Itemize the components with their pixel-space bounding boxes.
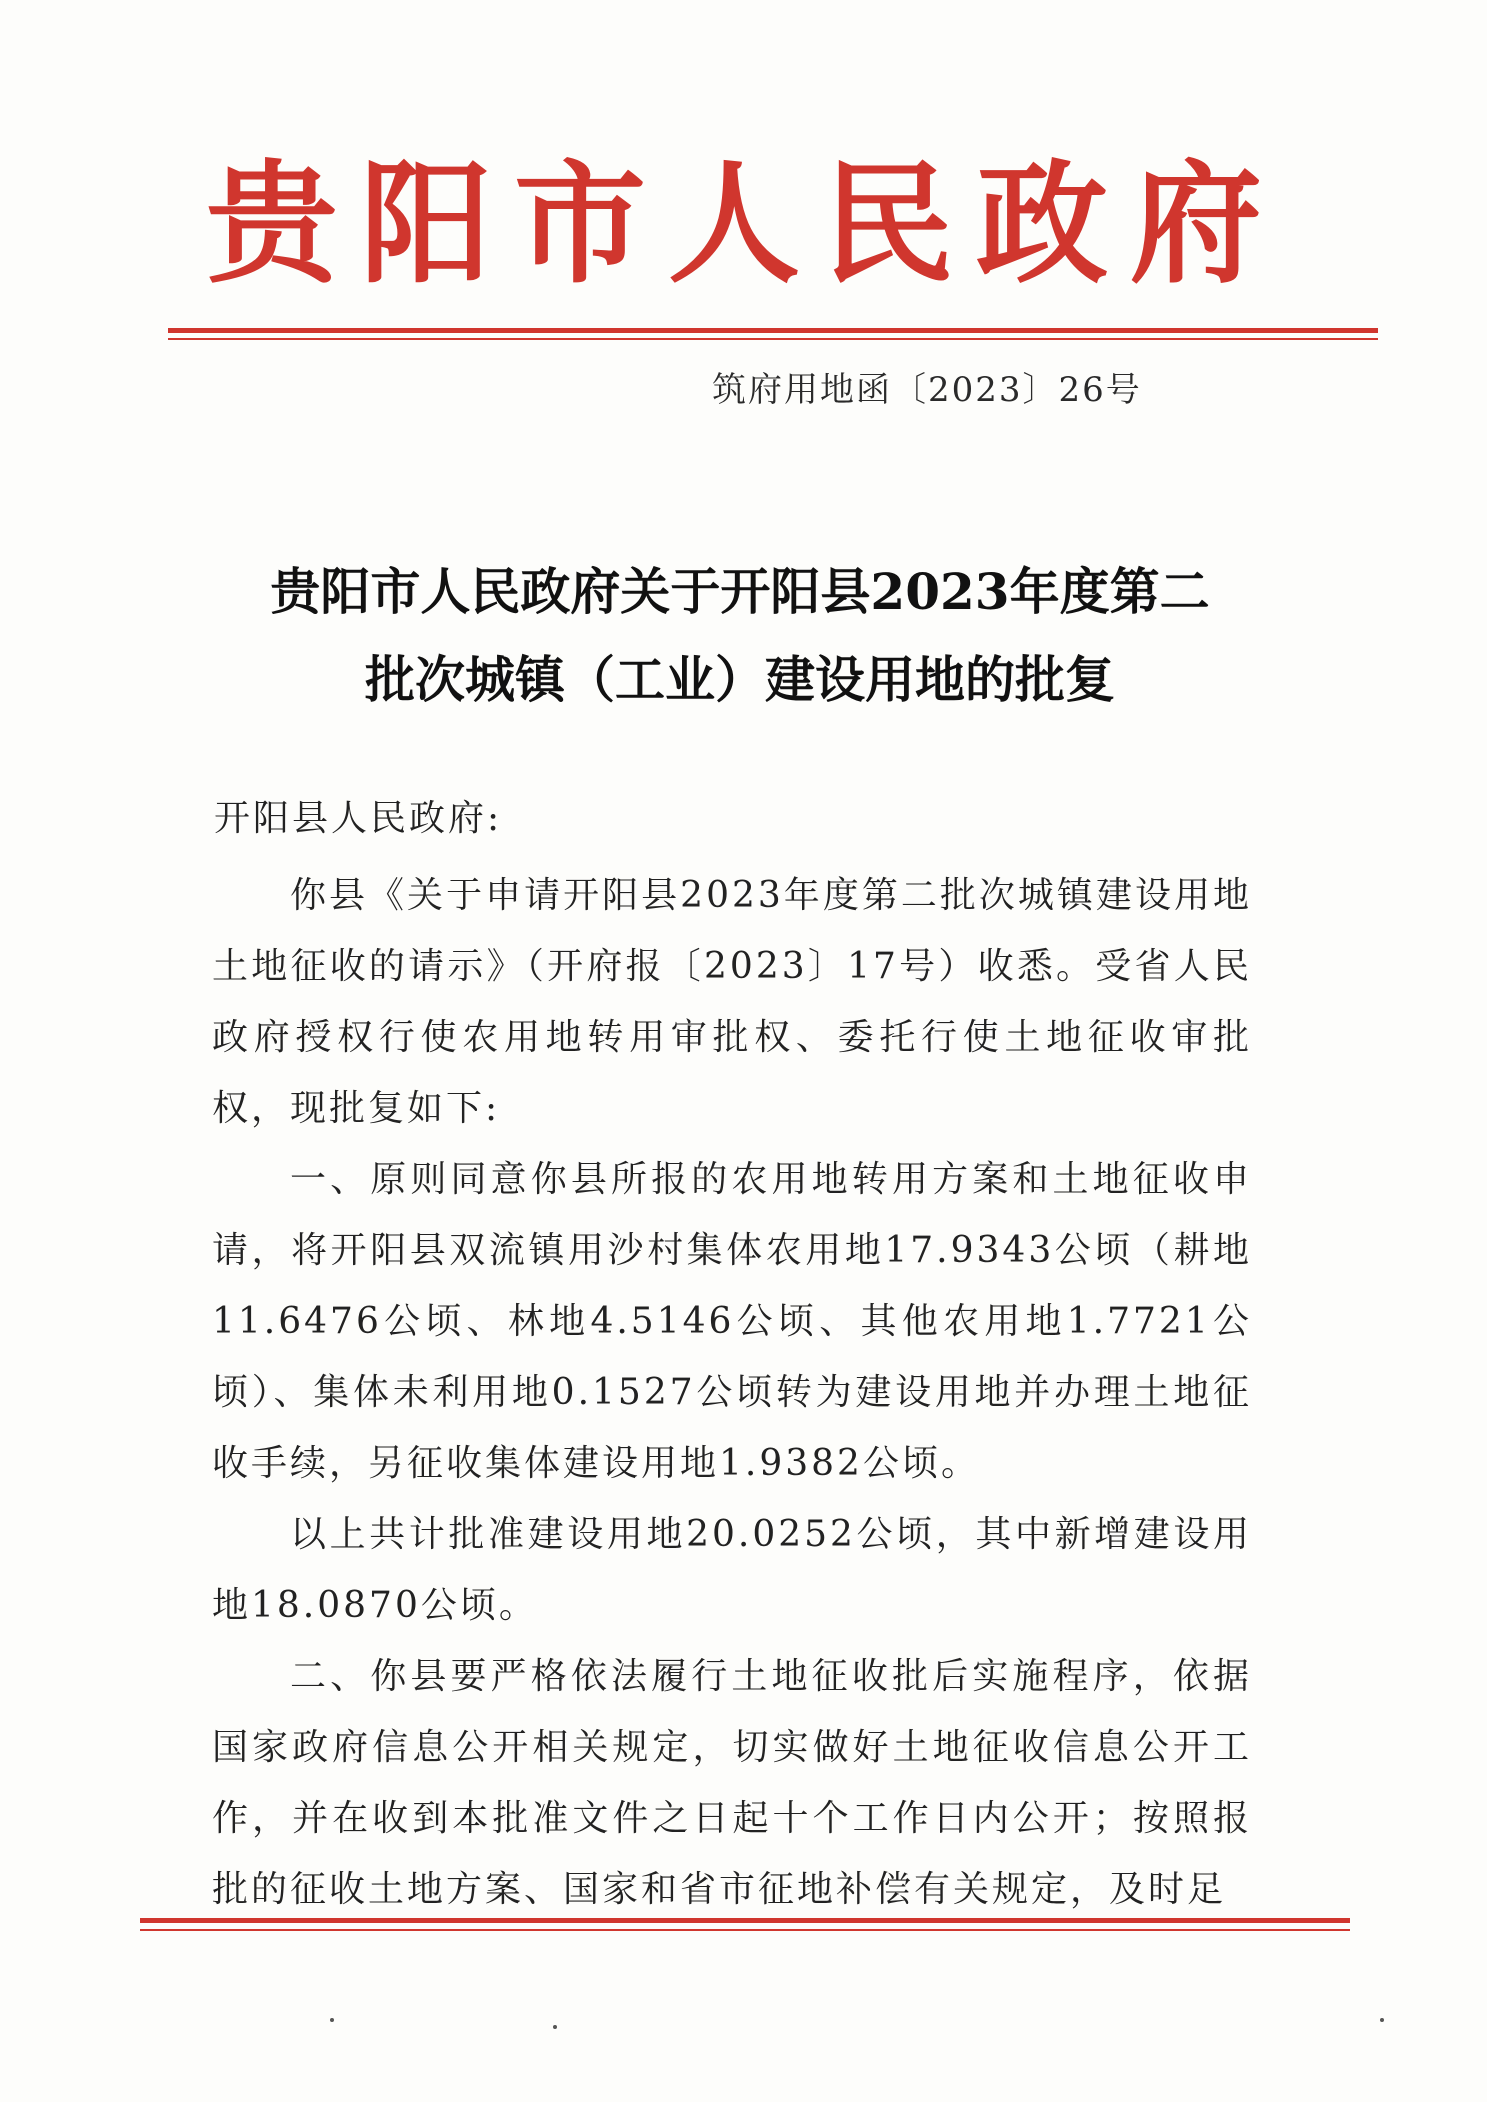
document-number: 筑府用地函〔2023〕26号: [712, 370, 1142, 410]
body-text: [212, 860, 1252, 1925]
footer-rule-thick: [140, 1918, 1350, 1923]
paragraph-intro: 你县《关于申请开阳县2023年度第二批次城镇建设用地土地征收的请示》（开府报〔2023〕17号）收悉。受省人民政府授权行使农用地转用审批权、委托行使土地征收审批权，现批复如下:: [212, 875, 1252, 1129]
paragraph-item-2: 二、你县要严格依法履行土地征收批后实施程序，依据国家政府信息公开相关规定，切实做好土地征收信息公开工作，并在收到本批准文件之日起十个工作日内公开；按照报批的征收土地方案、国家和省市征地补偿有关规定，及时足: [212, 1656, 1252, 1910]
title-line-2: 批次城镇（工业）建设用地的批复: [365, 650, 1115, 709]
paragraph-total: 以上共计批准建设用地20.0252公顷，其中新增建设用地18.0870公顷。: [212, 1514, 1252, 1626]
document-title: [210, 548, 1270, 724]
masthead-rule-thick: [168, 328, 1378, 333]
addressee: 开阳县人民政府:: [214, 798, 503, 839]
paragraph-item-1: 一、原则同意你县所报的农用地转用方案和土地征收申请，将开阳县双流镇用沙村集体农用地17.9343公顷（耕地11.6476公顷、林地4.5146公顷、其他农用地1.7721公顷）、集体未利用地0.1527公顷转为建设用地并办理土地征收手续，另征收集体建设用地1.9382公顷。: [212, 1159, 1252, 1484]
title-line-1: 贵阳市人民政府关于开阳县2023年度第二: [270, 562, 1210, 621]
scan-speck: [553, 2025, 557, 2029]
footer-rule-thin: [140, 1929, 1350, 1931]
scan-speck: [330, 2018, 334, 2022]
scan-speck: [1380, 2018, 1384, 2022]
masthead-rule-thin: [168, 338, 1378, 340]
masthead-agency-name: 贵阳市人民政府: [206, 147, 1284, 302]
